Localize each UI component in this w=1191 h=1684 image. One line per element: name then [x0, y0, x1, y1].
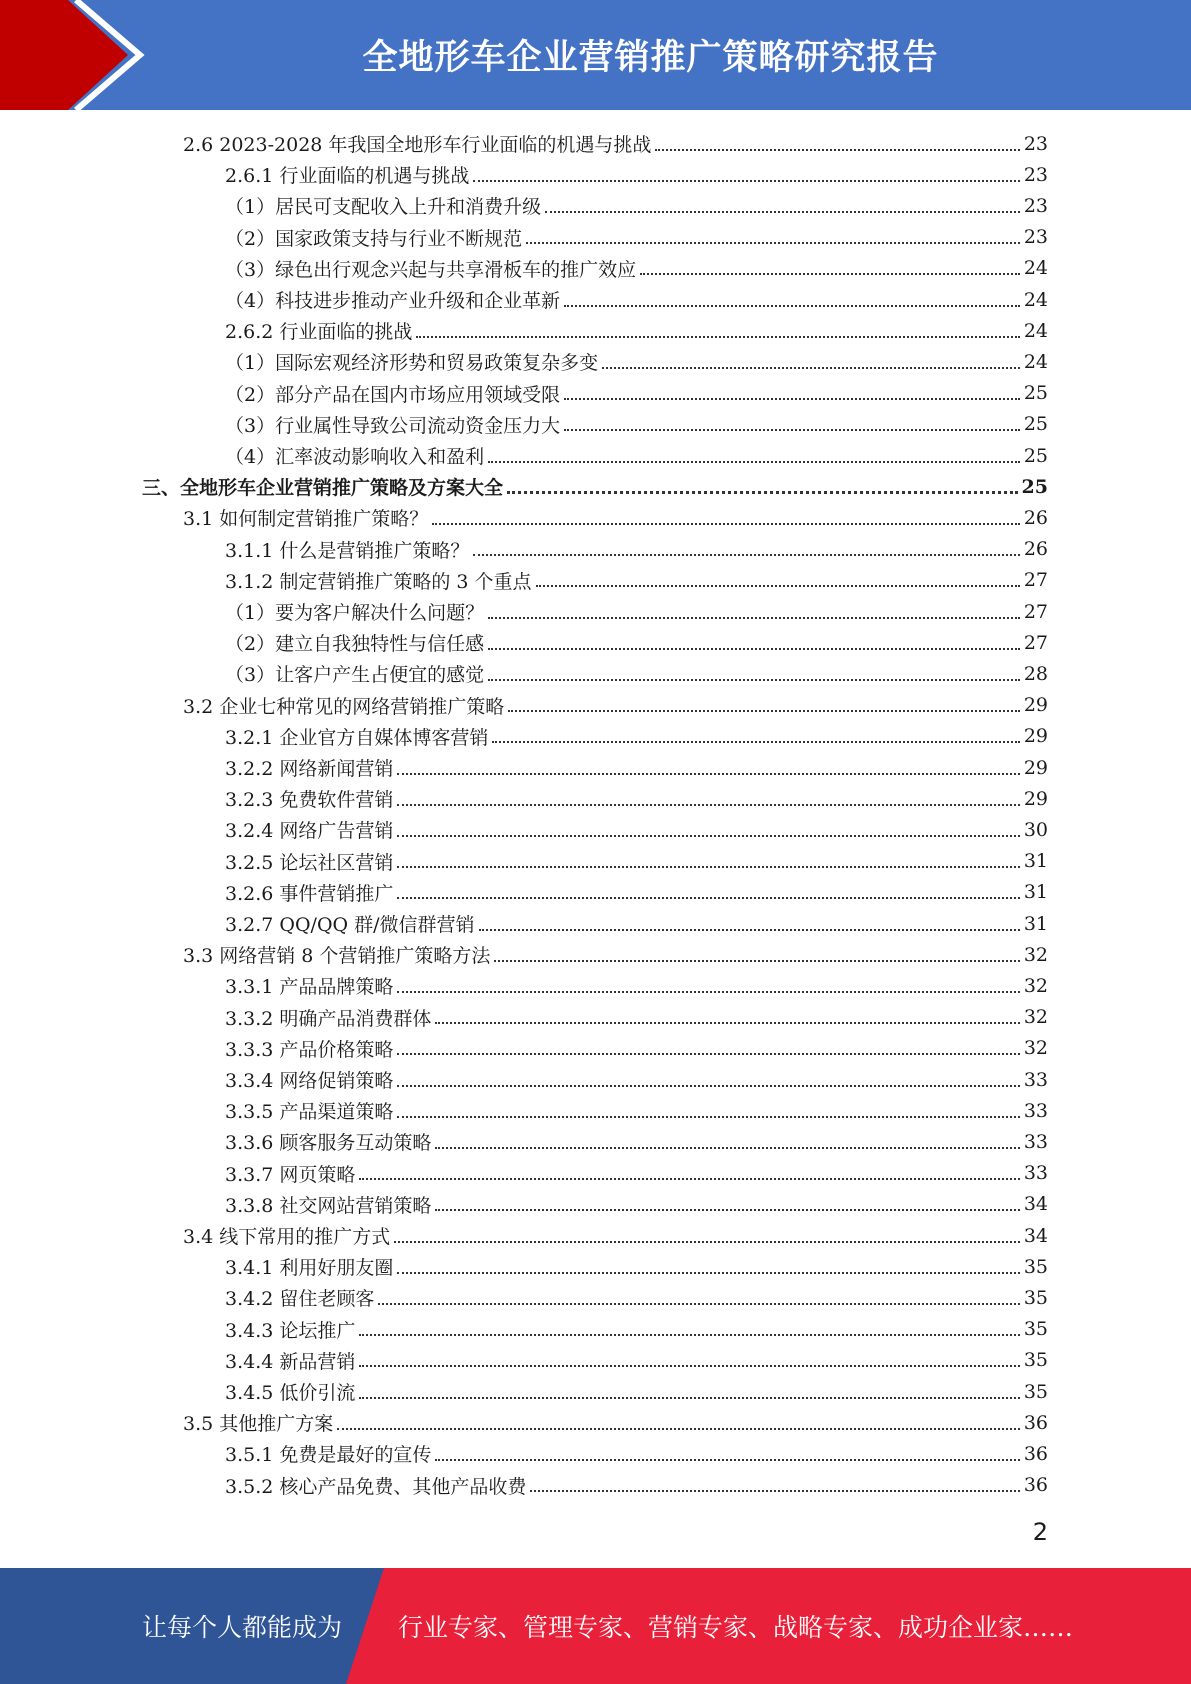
toc-dot-leader [435, 1459, 1019, 1461]
toc-dot-leader [507, 491, 1018, 494]
toc-entry-page: 33 [1023, 1130, 1048, 1153]
toc-dot-leader [530, 1490, 1019, 1492]
footer-slogan-right: 行业专家、管理专家、营销专家、战略专家、成功企业家…… [398, 1613, 1074, 1642]
toc-entry-label: （2）国家政策支持与行业不断规范 [225, 227, 523, 250]
toc-entry[interactable] [225, 783, 1048, 814]
toc-entry-page: 29 [1023, 694, 1048, 717]
toc-entry-page: 35 [1023, 1380, 1048, 1403]
toc-entry-label: 2.6.1 行业面临的机遇与挑战 [225, 165, 470, 188]
toc-entry-page: 25 [1023, 413, 1048, 436]
toc-dot-leader [397, 1085, 1019, 1087]
toc-dot-leader [564, 305, 1020, 307]
toc-dot-leader [397, 897, 1019, 899]
toc-entry-label: 3.2.2 网络新闻营销 [225, 758, 394, 780]
toc-entry-page: 32 [1023, 943, 1048, 966]
toc-entry-page: 26 [1023, 506, 1048, 529]
toc-entry-label: 3.2.5 论坛社区营销 [225, 851, 394, 874]
toc-entry-page: 31 [1023, 912, 1048, 935]
toc-entry-page: 27 [1023, 631, 1048, 654]
toc-dot-leader [337, 1428, 1020, 1430]
toc-entry-page: 33 [1023, 1162, 1048, 1185]
toc-entry[interactable] [225, 1282, 1048, 1313]
toc-entry[interactable] [183, 1220, 1048, 1251]
toc-entry-label: （2）部分产品在国内市场应用领域受限 [225, 383, 561, 406]
toc-dot-leader [640, 273, 1020, 275]
toc-dot-leader [494, 960, 1019, 962]
toc-dot-leader [655, 149, 1019, 151]
toc-entry-label: 3.3.8 社交网站营销策略 [225, 1194, 432, 1217]
toc-entry-page: 27 [1023, 569, 1048, 592]
toc-entry[interactable] [225, 627, 1048, 658]
toc-entry[interactable] [225, 1314, 1048, 1345]
toc-entry-label: 2.6 2023-2028 年我国全地形车行业面临的机遇与挑战 [183, 134, 652, 156]
toc-entry-page: 36 [1023, 1411, 1048, 1434]
toc-dot-leader [488, 461, 1020, 463]
toc-entry-label: （1）国际宏观经济形势和贸易政策复杂多变 [225, 352, 599, 375]
toc-entry[interactable] [225, 1095, 1048, 1126]
toc-entry-label: 3.4.2 留住老顾客 [225, 1288, 375, 1311]
toc-entry-page: 28 [1023, 662, 1048, 685]
toc-dot-leader [473, 180, 1019, 182]
toc-entry[interactable] [225, 378, 1048, 409]
toc-entry-page: 23 [1023, 226, 1048, 249]
toc-entry-page: 32 [1023, 974, 1048, 997]
toc-dot-leader [435, 1209, 1019, 1211]
toc-entry[interactable] [225, 877, 1048, 908]
toc-entry-page: 25 [1023, 382, 1048, 405]
toc-dot-leader [359, 1334, 1019, 1336]
toc-entry[interactable] [183, 939, 1048, 970]
toc-entry[interactable] [225, 1189, 1048, 1220]
toc-dot-leader [479, 929, 1020, 931]
toc-entry-page: 32 [1023, 1006, 1048, 1029]
toc-dot-leader [564, 429, 1020, 431]
toc-entry-page: 32 [1023, 1037, 1048, 1060]
toc-entry[interactable] [225, 846, 1048, 877]
toc-entry[interactable] [225, 284, 1048, 315]
toc-entry[interactable] [225, 1126, 1048, 1157]
toc-dot-leader [397, 991, 1019, 993]
toc-entry[interactable] [142, 471, 1048, 502]
toc-entry-label: （3）让客户产生占便宜的感觉 [225, 664, 485, 687]
toc-entry[interactable] [183, 128, 1048, 159]
toc-entry-label: 三、全地形车企业营销推广策略及方案大全 [142, 477, 504, 500]
toc-dot-leader [488, 617, 1020, 619]
toc-entry-page: 23 [1023, 194, 1048, 217]
toc-dot-leader [359, 1397, 1019, 1399]
toc-entry[interactable] [225, 908, 1048, 939]
toc-dot-leader [397, 1116, 1019, 1118]
toc-entry[interactable] [225, 222, 1048, 253]
toc-entry-label: 3.4.1 利用好朋友圈 [225, 1257, 394, 1280]
toc-entry[interactable] [225, 814, 1048, 845]
toc-entry[interactable] [225, 1002, 1048, 1033]
toc-entry[interactable] [225, 315, 1048, 346]
toc-dot-leader [397, 1053, 1019, 1055]
toc-entry-label: 3.4.3 论坛推广 [225, 1319, 356, 1342]
toc-entry[interactable] [225, 534, 1048, 565]
toc-entry-page: 29 [1023, 756, 1048, 779]
report-title: 全地形车企业营销推广策略研究报告 [362, 38, 939, 78]
toc-entry-label: 3.3.1 产品品牌策略 [225, 976, 394, 999]
toc-entry-label: （4）科技进步推动产业升级和企业革新 [225, 290, 561, 312]
toc-entry-label: （1）居民可支配收入上升和消费升级 [225, 196, 542, 219]
toc-entry-label: 3.2.3 免费软件营销 [225, 789, 394, 812]
toc-entry-page: 35 [1023, 1286, 1048, 1309]
toc-entry-page: 33 [1023, 1099, 1048, 1122]
toc-dot-leader [397, 1272, 1019, 1274]
toc-dot-leader [432, 523, 1020, 525]
toc-entry[interactable] [225, 409, 1048, 440]
toc-entry-page: 31 [1023, 881, 1048, 904]
toc-entry-page: 31 [1023, 850, 1048, 873]
toc-entry[interactable] [225, 970, 1048, 1001]
toc-entry-label: 3.3.5 产品渠道策略 [225, 1101, 394, 1124]
toc-entry-page: 24 [1023, 257, 1048, 280]
toc-entry-label: 3.2.1 企业官方自媒体博客营销 [225, 726, 489, 749]
toc-entry-page: 26 [1023, 538, 1048, 561]
toc-entry-label: 3.2.4 网络广告营销 [225, 820, 394, 843]
toc-entry-page: 27 [1023, 600, 1048, 623]
toc-entry-page: 35 [1023, 1255, 1048, 1278]
toc-entry[interactable] [225, 1470, 1048, 1501]
toc-entry-label: 3.5.1 免费是最好的宣传 [225, 1444, 432, 1467]
toc-entry-page: 24 [1023, 319, 1048, 342]
toc-entry[interactable] [225, 159, 1048, 190]
toc-dot-leader [397, 804, 1019, 806]
toc-entry-label: 3.3.3 产品价格策略 [225, 1038, 394, 1061]
toc-entry-label: 3.2.6 事件营销推广 [225, 882, 394, 905]
toc-entry-label: 3.1 如何制定营销推广策略？ [183, 508, 429, 531]
toc-entry-page: 29 [1023, 725, 1048, 748]
toc-entry-page: 23 [1023, 132, 1048, 155]
toc-entry-label: 3.4.4 新品营销 [225, 1350, 356, 1373]
toc-entry-page: 29 [1023, 787, 1048, 810]
toc-entry-page: 34 [1023, 1224, 1048, 1247]
toc-dot-leader [488, 679, 1020, 681]
toc-entry[interactable] [183, 690, 1048, 721]
toc-dot-leader [545, 211, 1020, 213]
toc-entry[interactable] [225, 190, 1048, 221]
header-arrow-decoration [0, 0, 150, 110]
toc-entry-page: 34 [1023, 1193, 1048, 1216]
toc-entry[interactable] [225, 1345, 1048, 1376]
footer-slogan-left: 让每个人都能成为 [142, 1613, 343, 1642]
toc-dot-leader [359, 1365, 1019, 1367]
toc-entry-label: （2）建立自我独特性与信任感 [225, 633, 485, 656]
toc-entry-label: 3.5 其他推广方案 [183, 1413, 334, 1436]
toc-dot-leader [536, 585, 1020, 587]
toc-dot-leader [473, 554, 1019, 556]
toc-dot-leader [394, 1241, 1020, 1243]
toc-dot-leader [397, 773, 1019, 775]
toc-entry[interactable] [225, 346, 1048, 377]
toc-entry-page: 35 [1023, 1318, 1048, 1341]
toc-entry-page: 24 [1023, 350, 1048, 373]
toc-entry-label: 3.2 企业七种常见的网络营销推广策略 [183, 695, 505, 718]
toc-entry[interactable] [183, 502, 1048, 533]
toc-entry-page: 33 [1023, 1068, 1048, 1091]
toc-entry[interactable] [225, 1438, 1048, 1469]
toc-dot-leader [492, 741, 1019, 743]
toc-entry[interactable] [225, 253, 1048, 284]
toc-entry-label: 3.3.7 网页策略 [225, 1163, 356, 1186]
toc-entry[interactable] [225, 752, 1048, 783]
toc-entry[interactable] [225, 596, 1048, 627]
toc-entry-label: 2.6.2 行业面临的挑战 [225, 321, 413, 344]
toc-entry[interactable] [225, 1033, 1048, 1064]
toc-entry-label: 3.4 线下常用的推广方式 [183, 1226, 391, 1248]
toc-entry-page: 25 [1023, 444, 1048, 467]
toc-dot-leader [378, 1303, 1019, 1305]
page-header [0, 0, 1191, 110]
toc-entry-label: 3.2.7 QQ/QQ 群/微信群营销 [225, 914, 475, 936]
toc-entry[interactable] [225, 658, 1048, 689]
toc-entry-label: 3.1.1 什么是营销推广策略？ [225, 539, 470, 562]
toc-dot-leader [397, 835, 1019, 837]
toc-entry-page: 36 [1023, 1442, 1048, 1465]
toc-entry-page: 25 [1021, 475, 1048, 498]
toc-entry-page: 35 [1023, 1349, 1048, 1372]
toc-entry-label: （3）行业属性导致公司流动资金压力大 [225, 414, 561, 437]
toc-entry[interactable] [225, 721, 1048, 752]
toc-dot-leader [602, 367, 1020, 369]
toc-entry-label: （3）绿色出行观念兴起与共享滑板车的推广效应 [225, 258, 637, 281]
toc-dot-leader [359, 1178, 1019, 1180]
page-number: 2 [1032, 1518, 1048, 1546]
toc-entry-page: 23 [1023, 163, 1048, 186]
toc-entry-label: （4）汇率波动影响收入和盈利 [225, 446, 485, 468]
toc-dot-leader [508, 710, 1020, 712]
toc-dot-leader [435, 1022, 1019, 1024]
toc-dot-leader [564, 398, 1020, 400]
toc-entry-label: （1）要为客户解决什么问题？ [225, 602, 485, 624]
toc-entry-label: 3.3.4 网络促销策略 [225, 1070, 394, 1092]
toc-dot-leader [397, 866, 1019, 868]
toc-entry[interactable] [225, 1251, 1048, 1282]
toc-entry-page: 36 [1023, 1474, 1048, 1497]
toc-entry[interactable] [225, 1376, 1048, 1407]
toc-entry[interactable] [225, 1158, 1048, 1189]
toc-entry-label: 3.5.2 核心产品免费、其他产品收费 [225, 1475, 527, 1498]
toc-dot-leader [416, 336, 1019, 338]
toc-dot-leader [435, 1147, 1019, 1149]
page-footer [0, 1568, 1191, 1684]
toc-entry-label: 3.4.5 低价引流 [225, 1382, 356, 1404]
toc-entry-page: 30 [1023, 818, 1048, 841]
toc-entry[interactable] [225, 1064, 1048, 1095]
toc-entry[interactable] [225, 565, 1048, 596]
toc-dot-leader [526, 242, 1020, 244]
toc-entry[interactable] [225, 440, 1048, 471]
toc-entry-page: 24 [1023, 288, 1048, 311]
toc-entry-label: 3.1.2 制定营销推广策略的 3 个重点 [225, 570, 532, 593]
toc-dot-leader [488, 648, 1020, 650]
toc-entry[interactable] [183, 1407, 1048, 1438]
toc-entry-label: 3.3.6 顾客服务互动策略 [225, 1132, 432, 1155]
toc-entry-label: 3.3 网络营销 8 个营销推广策略方法 [183, 945, 491, 968]
toc-entry-label: 3.3.2 明确产品消费群体 [225, 1007, 432, 1030]
